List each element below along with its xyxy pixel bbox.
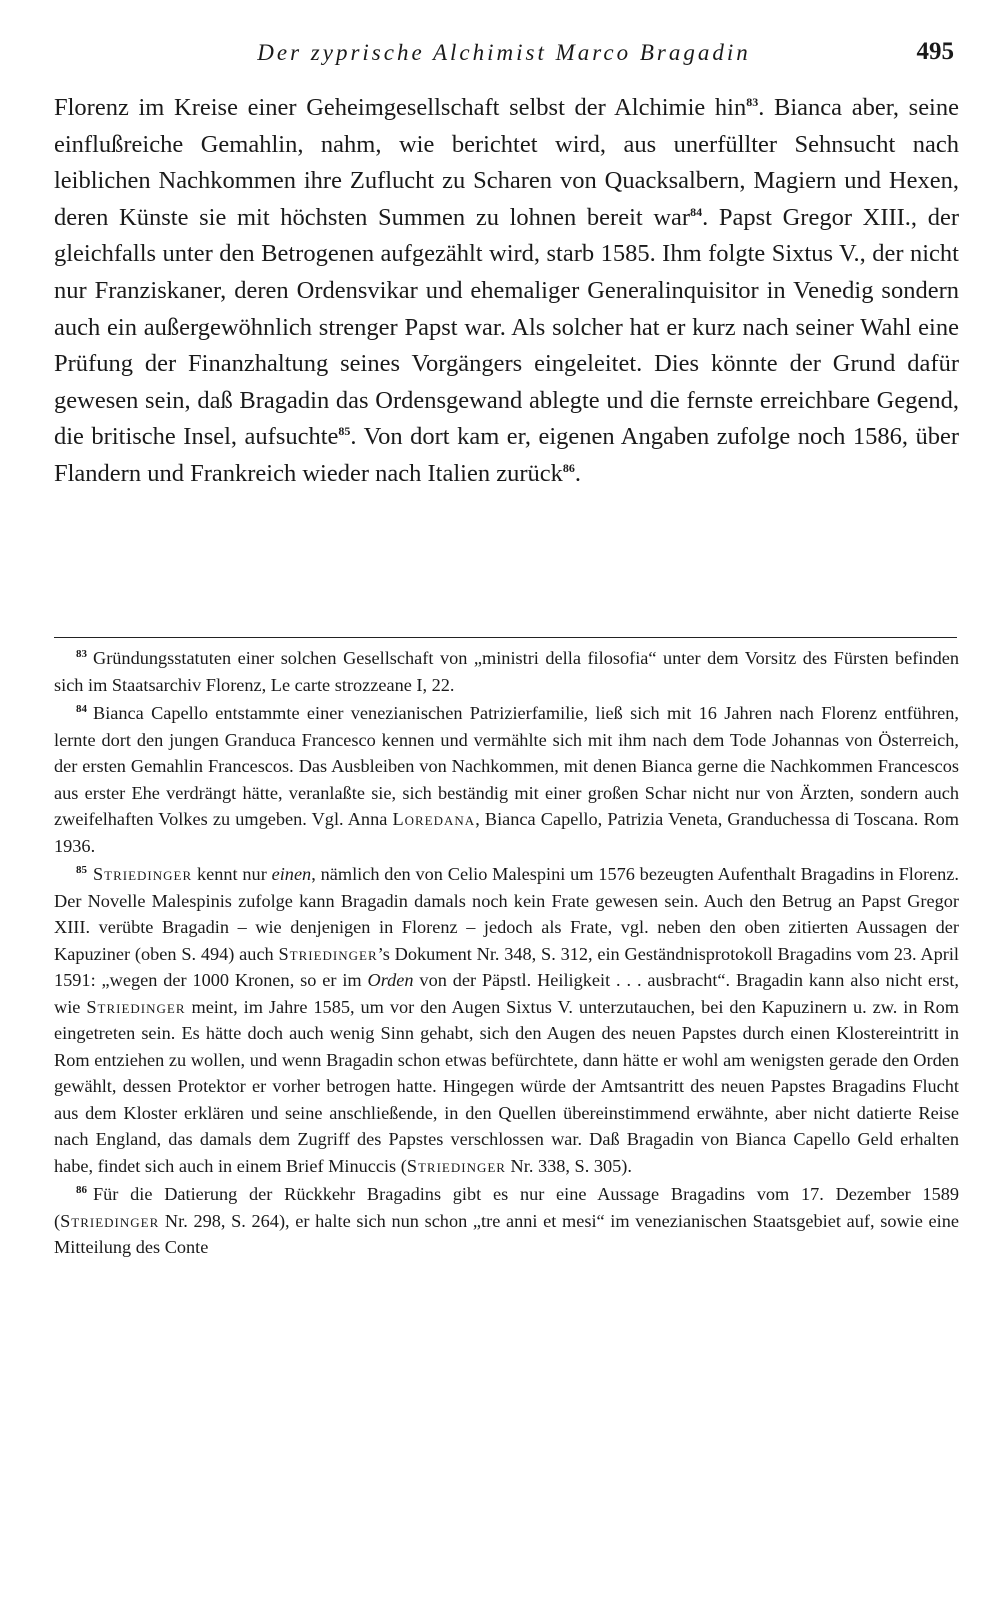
author-name: Striedinger (60, 1210, 160, 1231)
author-name: Striedinger (93, 864, 193, 884)
author-name: Loredana (392, 809, 476, 829)
author-name: Striedinger (278, 943, 378, 964)
emphasis: Orden (367, 970, 414, 990)
body-text: Florenz im Kreise einer Geheimgesellschaft selbst der Alchimie hin (54, 94, 747, 121)
body-text: . Papst Gregor XIII., der gleichfalls unter den Betrogenen aufgezählt wird, starb 1585. Ihm folgte Sixtus V., der nicht nur Franziskaner, deren Ordensvikar und ehemaliger Generalinquisitor in Venedig sondern auch ein außergewöhnlich strenger Papst war. Als solcher hat er kurz nach seiner Wahl eine Prüfung der Finanzhaltung seines Vorgängers eingeleitet. Dies könnte der Grund dafür gewesen sein, daß Bragadin das Ordensgewand ablegte und die fernste erreichbare Gegend, die britische Insel, aufsuchte (54, 203, 959, 451)
footnote-text: meint, im Jahre 1585, um vor den Augen Sixtus V. unterzutauchen, bei den Kapuzinern u. zw. in Rom eingetreten sein. Es hätte doch auch wenig Sinn gehabt, sich den Augen des neuen Papstes durch einen Klostereintritt in Rom entziehen zu wollen, und wenn Bragadin schon etwas befürchtete, dann hätte er wohl am wenigsten gerade den Orden gewählt, dessen Protektor er vorher betrogen hatte. Hingegen würde der Amtsantritt des neuen Papstes Bragadins Flucht aus dem Kloster erklären und seine anschließende, in den Quellen übereinstimmend erwähnte, aber nicht datierte Reise nach England, das damals dem Zugriff des Papstes verschlossen war. Daß Bragadin von Bianca Capello Geld erhalten habe, findet sich auch in einem Brief Minuccis ( (54, 996, 959, 1176)
footnote-number: 84 (76, 702, 87, 715)
main-text (54, 90, 959, 493)
footnote-text: kennt nur (192, 864, 272, 884)
footnote-86 (54, 1181, 959, 1261)
page-header (54, 36, 954, 72)
running-title: Der zyprische Alchimist Marco Bragadin (257, 40, 751, 65)
footnote-text: Gründungsstatuten einer solchen Gesellschaft von „ministri della filosofia“ unter dem Vorsitz des Fürsten befinden sich im Staatsarchiv Florenz, Le carte strozzeane I, 22. (54, 648, 959, 695)
footnotes (54, 645, 959, 1263)
footnote-text: , nämlich den von Celio Malespini um 1576 bezeugten Aufenthalt Bragadins in Florenz. Der Novelle Malespinis zufolge kann Bragadin damals noch kein Frate gewesen sein. Auch den Betrug an Papst Gregor XIII. verübte Bragadin – wie denjenigen in Florenz – jedoch als Frate, vgl. neben den oben zitierten Aussagen der Kapuziner (oben S. 494) auch (54, 864, 959, 964)
footnote-text: Für die Datierung der Rückkehr Bragadins gibt es nur eine Aussage Bragadins vom 17. Dezember 1589 ( (54, 1184, 959, 1231)
emphasis: einen (271, 864, 312, 884)
footnote-ref-85: 85 (338, 424, 351, 439)
footnote-ref-84: 84 (690, 204, 703, 219)
footnote-ref-83: 83 (746, 94, 759, 109)
footnote-text: ’s Dokument Nr. 348, S. 312, ein Geständnisprotokoll Bragadins vom 23. April 1591: „wegen der 1000 Kronen, so er im (54, 943, 960, 990)
body-text: . (574, 459, 581, 487)
author-name: Striedinger (406, 1155, 506, 1176)
footnote-ref-86: 86 (562, 460, 575, 475)
footnote-text: Nr. 338, S. 305). (505, 1155, 632, 1176)
body-text: . Von dort kam er, eigenen Angaben zufolge noch 1586, über Flandern und Frankreich wieder nach Italien zurück (54, 423, 959, 487)
footnote-83 (54, 645, 959, 698)
footnote-number: 85 (76, 863, 87, 876)
footnote-number: 86 (76, 1183, 87, 1196)
footnote-84 (54, 700, 959, 859)
body-paragraph (54, 90, 959, 493)
footnote-text: von der Päpstl. Heiligkeit . . . ausbracht“. Bragadin kann also nicht erst, wie (54, 970, 959, 1017)
footnote-text: Nr. 298, S. 264), er halte sich nun schon „tre anni et mesi“ im venezianischen Staatsgebiet auf, sowie eine Mitteilung des Conte (54, 1210, 959, 1257)
page-number: 495 (916, 38, 954, 65)
footnote-divider (54, 637, 957, 638)
footnote-number: 83 (76, 647, 87, 660)
body-text: . Bianca aber, seine einflußreiche Gemahlin, nahm, wie berichtet wird, aus unerfüllter Sehnsucht nach leiblichen Nachkommen ihre Zuflucht zu Scharen von Quacksalbern, Magiern und Hexen, deren Künste sie mit höchsten Summen zu lohnen bereit war (54, 94, 959, 231)
author-name: Striedinger (86, 996, 186, 1017)
footnote-text: , Bianca Capello, Patrizia Veneta, Granduchessa di Toscana. Rom 1936. (54, 809, 959, 856)
footnote-85 (54, 861, 959, 1179)
footnote-text: Bianca Capello entstammte einer venezianischen Patrizierfamilie, ließ sich mit 16 Jahren nach Florenz entführen, lernte dort den jungen Granduca Francesco kennen und vermählte sich mit ihm nach dem Tode Johannas von Österreich, der ersten Gemahlin Francescos. Das Ausbleiben von Nachkommen, mit denen Bianca gerne die Nachkommen Francescos aus erster Ehe verdrängt hätte, veranlaßte sie, sich beständig mit einer großen Schar nicht nur von Ärzten, sondern auch zweifelhaften Volkes zu umgeben. Vgl. Anna (54, 703, 959, 829)
